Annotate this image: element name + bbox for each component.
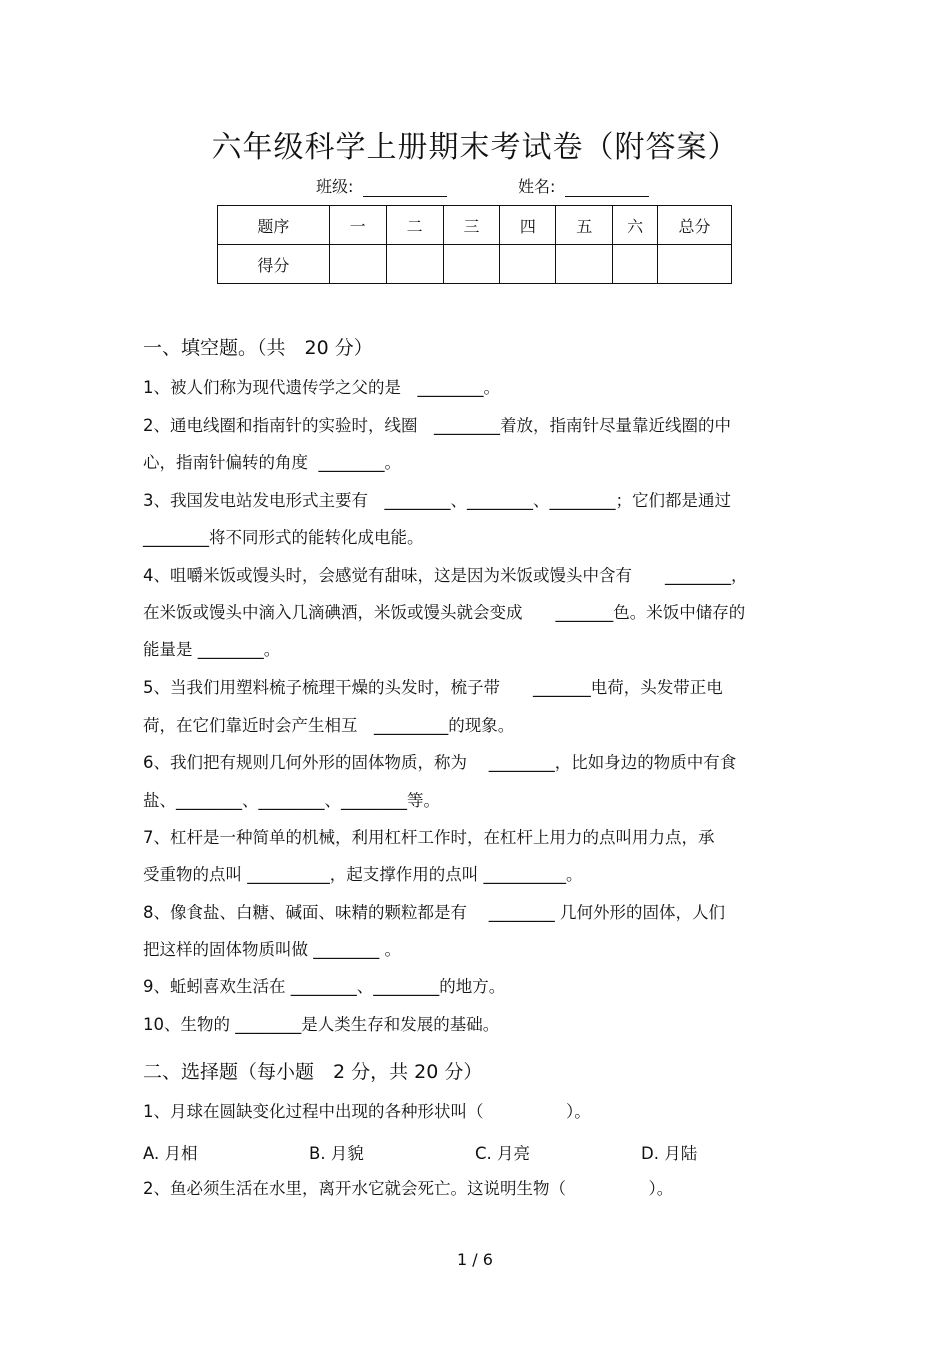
class-field <box>316 174 447 197</box>
question-line: 5、当我们用塑料梳子梳理干燥的头发时，梳子带 _______电荷，头发带正电 <box>143 678 723 697</box>
question-line: 3、我国发电站发电形式主要有 ________、________、________；它们都是通过 <box>143 491 731 510</box>
question-line: 7、杠杆是一种简单的机械，利用杠杆工作时，在杠杆上用力的点叫用力点，承 <box>143 828 715 847</box>
header-cell-total: 总分 <box>658 206 732 245</box>
option-a[interactable]: A. 月相 <box>143 1144 198 1163</box>
question-line: 8、像食盐、白糖、碱面、味精的颗粒都是有 ________ 几何外形的固体，人们 <box>143 903 725 922</box>
question-line: 2、通电线圈和指南针的实验时，线圈 ________着放，指南针尽量靠近线圈的中 <box>143 416 731 435</box>
class-blank[interactable] <box>363 178 447 197</box>
question-line: 1、被人们称为现代遗传学之父的是 ________。 <box>143 378 500 397</box>
question-line: 10、生物的 ________是人类生存和发展的基础。 <box>143 1015 500 1034</box>
option-b[interactable]: B. 月貌 <box>309 1144 364 1163</box>
question-line: ________将不同形式的能转化成电能。 <box>143 528 424 547</box>
class-label: 班级: <box>316 177 354 196</box>
page-number: 1 / 6 <box>457 1250 493 1269</box>
header-cell-1: 一 <box>329 206 386 245</box>
question-line: 受重物的点叫 __________，起支撑作用的点叫 __________。 <box>143 865 583 884</box>
question-line: 荷，在它们靠近时会产生相互 _________的现象。 <box>143 716 515 735</box>
score-cell-total[interactable] <box>658 245 732 284</box>
name-label: 姓名: <box>518 177 556 196</box>
score-table-score-row <box>218 245 732 284</box>
score-cell-1[interactable] <box>329 245 386 284</box>
header-cell-3: 三 <box>443 206 500 245</box>
question-line: 把这样的固体物质叫做 ________ 。 <box>143 940 401 959</box>
header-cell-4: 四 <box>500 206 556 245</box>
score-row-label: 得分 <box>218 245 330 284</box>
score-table <box>217 205 732 284</box>
question-line: 盐、________、________、________等。 <box>143 791 440 810</box>
question-line: 心，指南针偏转的角度 ________。 <box>143 453 401 472</box>
section-1-heading: 一、填空题。（共 20 分） <box>143 337 373 359</box>
question-line: 1、月球在圆缺变化过程中出现的各种形状叫（ ）。 <box>143 1102 591 1121</box>
score-cell-4[interactable] <box>500 245 556 284</box>
header-cell-2: 二 <box>386 206 443 245</box>
header-cell-6: 六 <box>613 206 658 245</box>
question-line: 4、咀嚼米饭或馒头时，会感觉有甜味，这是因为米饭或馒头中含有 ________， <box>143 566 748 585</box>
question-line: 6、我们把有规则几何外形的固体物质，称为 ________，比如身边的物质中有食 <box>143 753 737 772</box>
score-table-header-row <box>218 206 732 245</box>
question-line: 9、蚯蚓喜欢生活在 ________、________的地方。 <box>143 977 506 996</box>
question-line: 能量是 ________。 <box>143 640 281 659</box>
score-cell-2[interactable] <box>386 245 443 284</box>
section-2-heading: 二、选择题（每小题 2 分，共 20 分） <box>143 1061 483 1083</box>
option-c[interactable]: C. 月亮 <box>475 1144 531 1163</box>
header-cell-5: 五 <box>556 206 613 245</box>
question-line: 2、鱼必须生活在水里，离开水它就会死亡。这说明生物（ ）。 <box>143 1179 674 1198</box>
option-d[interactable]: D. 月陆 <box>641 1144 698 1163</box>
page-title: 六年级科学上册期末考试卷（附答案） <box>211 130 739 165</box>
name-blank[interactable] <box>565 178 649 197</box>
score-cell-6[interactable] <box>613 245 658 284</box>
question-line: 在米饭或馒头中滴入几滴碘酒，米饭或馒头就会变成 _______色。米饭中储存的 <box>143 603 746 622</box>
header-cell-order: 题序 <box>218 206 330 245</box>
score-cell-5[interactable] <box>556 245 613 284</box>
score-cell-3[interactable] <box>443 245 500 284</box>
name-field <box>518 174 649 197</box>
